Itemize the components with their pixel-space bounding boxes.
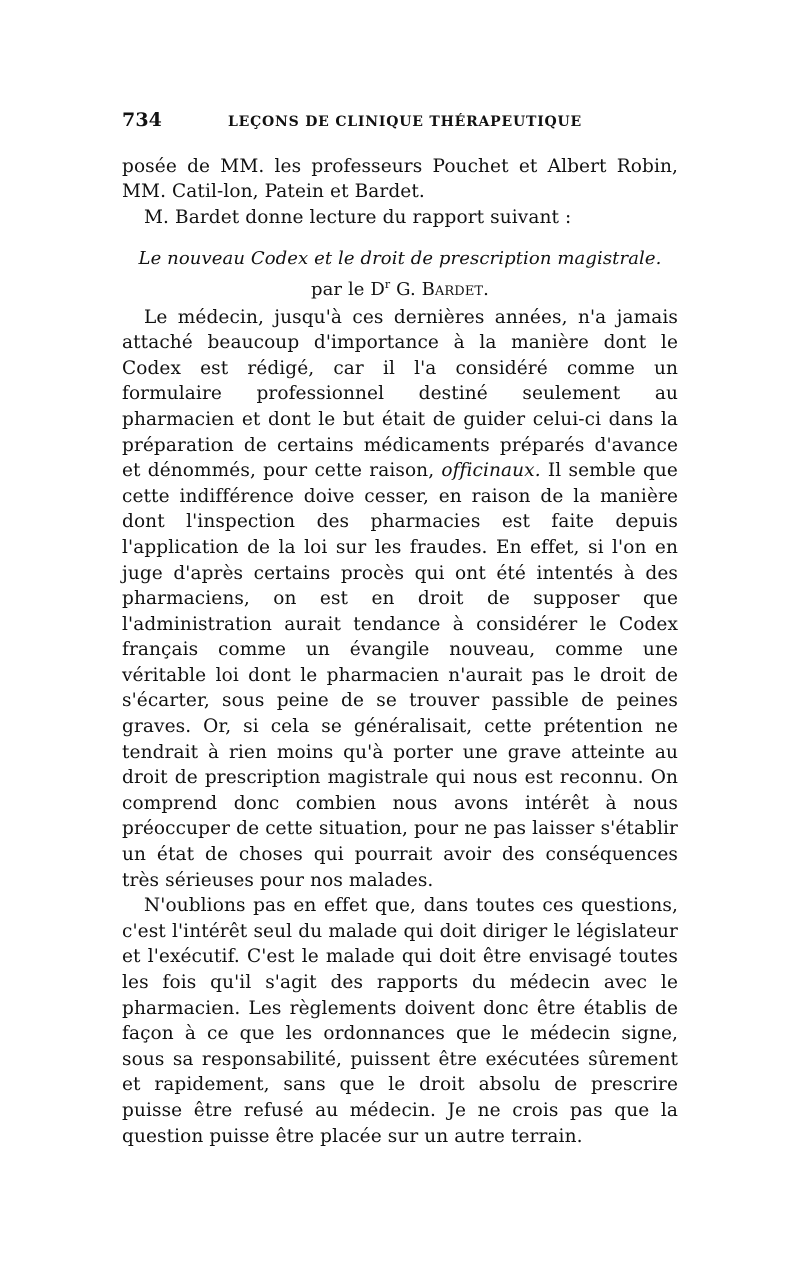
- paragraph-1-italic: officinaux.: [441, 460, 541, 482]
- paragraph-2: N'oublions pas en effet que, dans toutes ces questions, c'est l'intérêt seul du malade qui doit diriger le législateur et l'exécutif. C'est le malade qui doit être envisagé toutes les fois qu'il s'agit des rapports du médecin avec le pharmacien. Les règlements doivent donc être établis de façon à ce que les ordonnances que le médecin signe, sous sa responsabilité, puissent être exécutées sûrement et rapidement, sans que le droit absolu de prescrire puisse être refusé au médecin. Je ne crois pas que la question puisse être placée sur un autre terrain.: [122, 895, 678, 1147]
- intro-line: posée de MM. les professeurs Pouchet et Albert Robin, MM. Catil-lon, Patein et Bardet.: [122, 155, 678, 203]
- paragraph-1-part-b: Il semble que cette indifférence doive cesser, en raison de la manière dont l'inspection des pharmacies est faite depuis l'application de la loi sur les fraudes. En effet, si l'on en juge d'après certains procès qui ont été intentés à des pharmaciens, on est en droit de supposer que l'administration aurait tendance à considérer le Codex français comme un évangile nouveau, comme une véritable loi dont le pharmacien n'aurait pas le droit de s'écarter, sous peine de se trouver passible de peines graves. Or, si cela se généralisait, cette prétention ne tendrait à rien moins qu'à porter une grave atteinte au droit de prescription magistrale qui nous est reconnu. On comprend donc combien nous avons intérêt à nous préoccuper de cette situation, pour ne pas laisser s'établir un état de choses qui pourrait avoir des conséquences très sérieuses pour nos malades.: [122, 460, 678, 891]
- page-header: [122, 108, 678, 136]
- author-initial: G.: [390, 278, 422, 300]
- author-prefix: par le D: [310, 278, 385, 300]
- paragraph-1: [122, 305, 678, 894]
- report-author: [122, 272, 678, 303]
- report-title: Le nouveau Codex et le droit de prescription magistrale.: [138, 248, 662, 270]
- intro-announcement: M. Bardet donne lecture du rapport suivant :: [144, 206, 572, 228]
- author-sup: r: [384, 277, 391, 291]
- page-number: 734: [122, 109, 162, 131]
- paragraph-1-part-a: Le médecin, jusqu'à ces dernières années, n'a jamais attaché beaucoup d'importance à la manière dont le Codex est rédigé, car il l'a considéré comme un formulaire professionnel destiné seulement au pharmacien et dont le but était de guider celui-ci dans la préparation de certains médicaments préparés d'avance et dénommés, pour cette raison,: [122, 306, 678, 482]
- book-page: [122, 108, 678, 1149]
- running-title: LEÇONS DE CLINIQUE THÉRAPEUTIQUE: [228, 114, 583, 130]
- author-name: Bardet.: [421, 278, 490, 300]
